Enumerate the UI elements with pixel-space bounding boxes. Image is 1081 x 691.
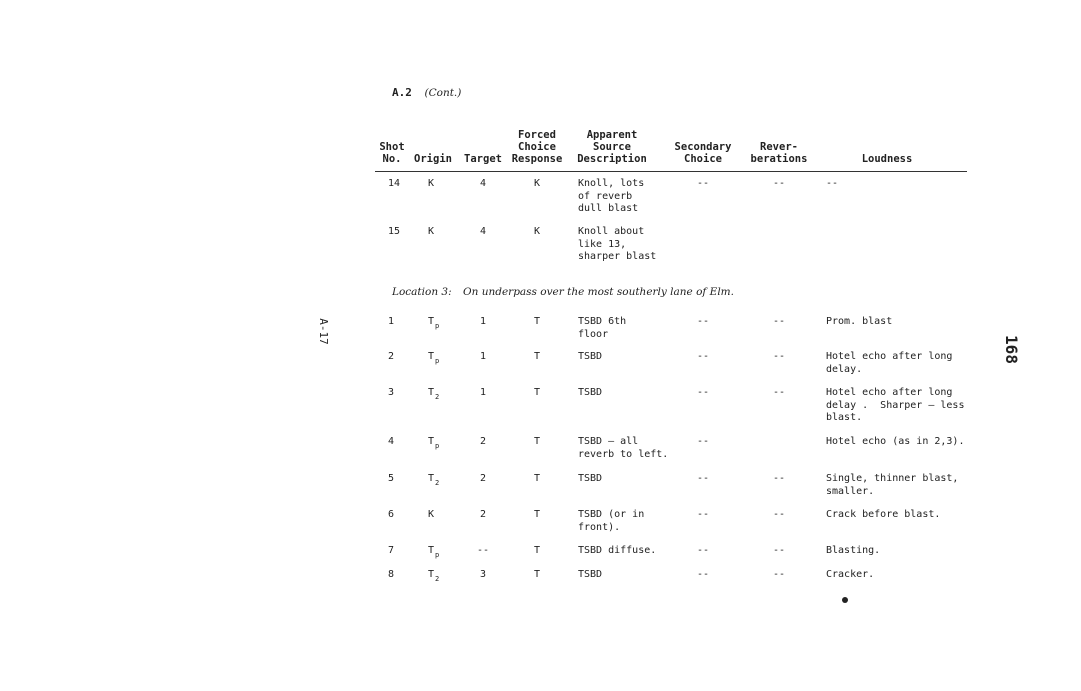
origin-letter: T: [428, 351, 435, 362]
cell-response: K: [533, 178, 541, 189]
cell-response: T: [533, 545, 541, 556]
column-header: Loudness: [861, 153, 913, 165]
cell-shot: 4: [388, 436, 395, 447]
origin-letter: K: [428, 226, 435, 237]
column-header: Target: [464, 153, 502, 165]
cell-description: TSBD 6th floor: [578, 316, 627, 340]
cell-secondary: --: [696, 569, 710, 580]
title-label: A.2: [392, 86, 412, 99]
cell-shot: 5: [388, 473, 395, 484]
cell-description: TSBD: [578, 351, 603, 362]
cell-origin: [428, 316, 439, 333]
cell-target: 4: [479, 226, 487, 237]
cell-reverb: --: [772, 473, 786, 484]
page-label-left: A-17: [316, 318, 330, 345]
cell-response: T: [533, 387, 541, 398]
header-rule: [375, 171, 967, 172]
cell-secondary: --: [696, 545, 710, 556]
cell-shot: 2: [388, 351, 395, 362]
title-cont: (Cont.): [424, 87, 462, 99]
cell-target: 2: [479, 436, 487, 447]
cell-description: TSBD diffuse.: [578, 545, 657, 556]
column-header: Rever- berations: [750, 141, 808, 165]
cell-response: T: [533, 473, 541, 484]
table-title: [392, 86, 461, 99]
cell-loudness: Blasting.: [826, 545, 881, 556]
cell-response: T: [533, 569, 541, 580]
cell-response: T: [533, 316, 541, 327]
column-header: Apparent Source Description: [577, 129, 647, 165]
cell-origin: [428, 436, 439, 453]
cell-shot: 8: [388, 569, 395, 580]
cell-loudness: Hotel echo (as in 2,3).: [826, 436, 965, 447]
cell-loudness: Hotel echo after long delay . Sharper — less blast.: [826, 387, 965, 423]
cell-secondary: --: [696, 509, 710, 520]
cell-reverb: --: [772, 569, 786, 580]
cell-target: 2: [479, 473, 487, 484]
cell-loudness: Single, thinner blast, smaller.: [826, 473, 959, 497]
cell-reverb: --: [772, 316, 786, 327]
origin-letter: T: [428, 387, 435, 398]
origin-subscript: p: [435, 551, 440, 559]
cell-target: 3: [479, 569, 487, 580]
cell-loudness: --: [826, 178, 839, 189]
cell-shot: 7: [388, 545, 395, 556]
cell-shot: 3: [388, 387, 395, 398]
column-header: Secondary Choice: [674, 141, 732, 165]
origin-subscript: p: [435, 357, 440, 365]
cell-origin: [428, 569, 439, 586]
cell-loudness: Crack before blast.: [826, 509, 941, 520]
cell-origin: [428, 178, 434, 191]
cell-origin: [428, 351, 439, 368]
column-header: Origin: [414, 153, 452, 165]
cell-target: --: [476, 545, 490, 556]
cell-response: T: [533, 351, 541, 362]
cell-reverb: --: [772, 545, 786, 556]
cell-target: 1: [479, 387, 487, 398]
origin-letter: K: [428, 509, 435, 520]
cell-target: 4: [479, 178, 487, 189]
origin-subscript: p: [435, 442, 440, 450]
cell-target: 1: [479, 316, 487, 327]
cell-loudness: Hotel echo after long delay.: [826, 351, 953, 375]
cell-target: 1: [479, 351, 487, 362]
cell-description: Knoll, lots of reverb dull blast: [578, 178, 645, 214]
cell-description: Knoll about like 13, sharper blast: [578, 226, 657, 262]
location-label: Location 3:: [392, 286, 452, 298]
cell-loudness: Prom. blast: [826, 316, 893, 327]
cell-origin: [428, 387, 439, 404]
location-text: On underpass over the most southerly lane of Elm.: [463, 286, 734, 298]
origin-letter: T: [428, 545, 435, 556]
origin-letter: T: [428, 436, 435, 447]
origin-letter: T: [428, 569, 435, 580]
origin-subscript: 2: [435, 479, 440, 487]
origin-subscript: p: [435, 322, 440, 330]
cell-secondary: --: [696, 178, 710, 189]
column-header: Forced Choice Response: [511, 129, 563, 165]
origin-subscript: 2: [435, 393, 440, 401]
origin-subscript: 2: [435, 575, 440, 583]
origin-letter: T: [428, 316, 435, 327]
cell-secondary: --: [696, 351, 710, 362]
page-number-right: 168: [1001, 335, 1021, 364]
cell-origin: [428, 226, 434, 239]
cell-origin: [428, 509, 434, 522]
ink-dot: [842, 597, 848, 603]
cell-response: T: [533, 509, 541, 520]
cell-reverb: --: [772, 387, 786, 398]
cell-description: TSBD: [578, 569, 603, 580]
location-line: [392, 286, 734, 298]
cell-shot: 1: [388, 316, 395, 327]
cell-description: TSBD: [578, 473, 603, 484]
origin-letter: K: [428, 178, 435, 189]
cell-reverb: --: [772, 178, 786, 189]
cell-secondary: --: [696, 316, 710, 327]
cell-reverb: --: [772, 351, 786, 362]
cell-reverb: --: [772, 509, 786, 520]
cell-loudness: Cracker.: [826, 569, 875, 580]
cell-description: TSBD — all reverb to left.: [578, 436, 669, 460]
column-header: Shot No.: [379, 141, 405, 165]
cell-description: TSBD (or in front).: [578, 509, 645, 533]
cell-response: K: [533, 226, 541, 237]
cell-target: 2: [479, 509, 487, 520]
cell-shot: 14: [388, 178, 401, 189]
cell-description: TSBD: [578, 387, 603, 398]
cell-response: T: [533, 436, 541, 447]
cell-secondary: --: [696, 387, 710, 398]
cell-shot: 6: [388, 509, 395, 520]
cell-origin: [428, 545, 439, 562]
cell-secondary: --: [696, 436, 710, 447]
origin-letter: T: [428, 473, 435, 484]
cell-origin: [428, 473, 439, 490]
cell-shot: 15: [388, 226, 401, 237]
cell-secondary: --: [696, 473, 710, 484]
